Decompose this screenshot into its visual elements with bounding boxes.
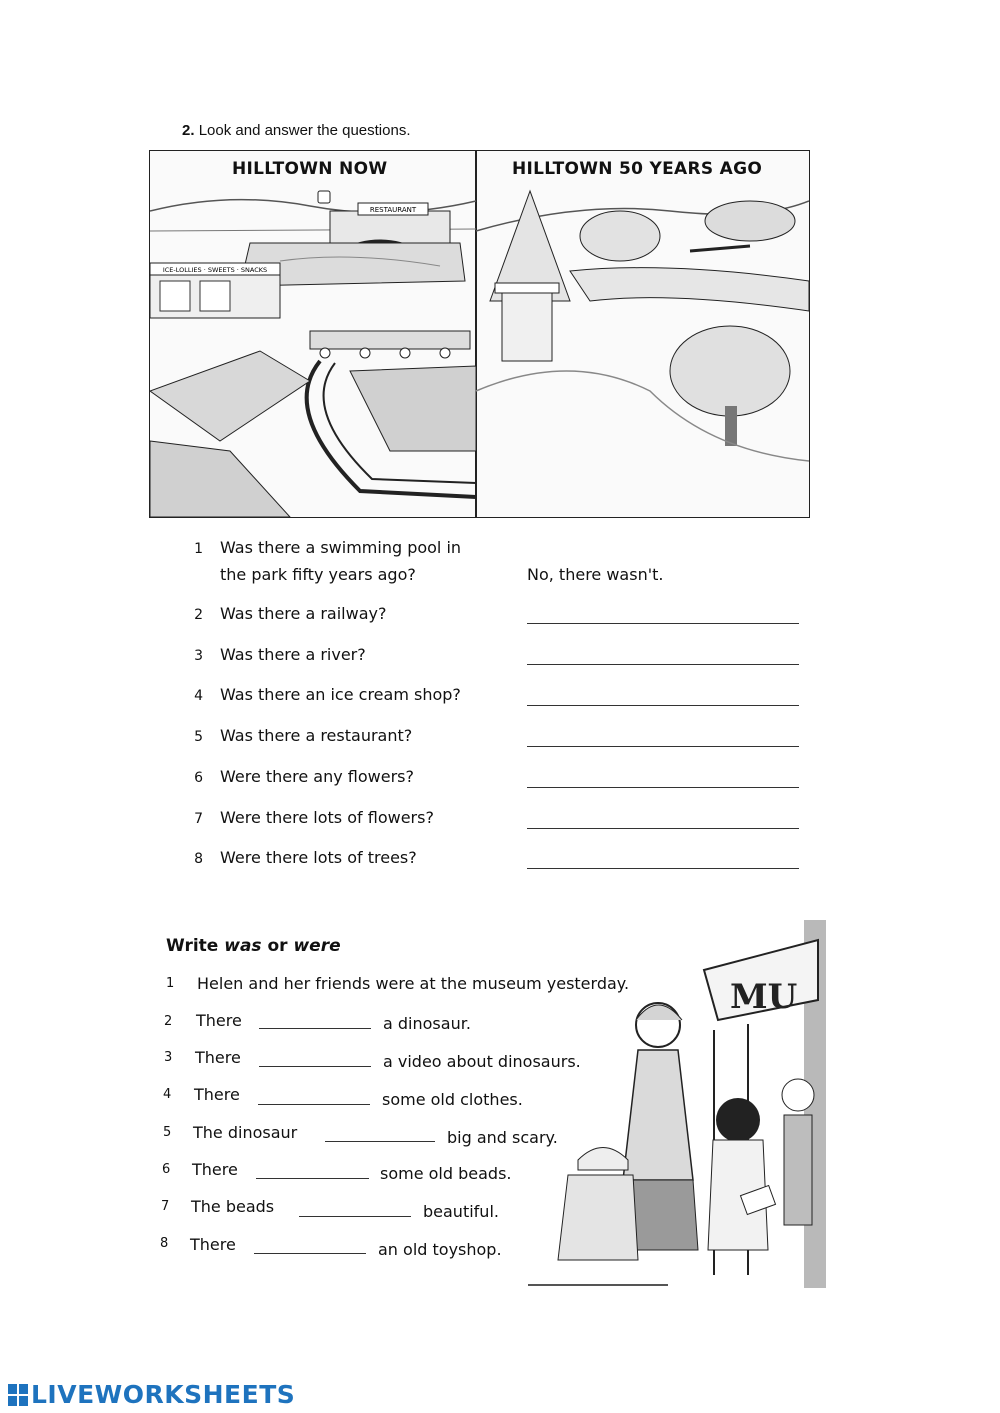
title-were: were (293, 936, 341, 956)
question-3: Was there a river? (220, 645, 366, 664)
item-3-after: a video about dinosaurs. (383, 1052, 581, 1071)
item-4-after: some old clothes. (382, 1090, 523, 1109)
panel-title-past: HILLTOWN 50 YEARS AGO (512, 159, 763, 179)
answer-4-line[interactable] (527, 705, 799, 706)
item-5-after: big and scary. (447, 1128, 558, 1147)
hilltown-picture (149, 150, 810, 518)
question-2: Was there a railway? (220, 604, 387, 623)
item-8-after: an old toyshop. (378, 1240, 502, 1259)
item-6-after: some old beads. (380, 1164, 512, 1183)
item-7-before: The beads (191, 1197, 275, 1216)
item-number-2: 2 (164, 1014, 173, 1029)
question-1-line-1: Was there a swimming pool in (220, 538, 462, 557)
question-number-7: 7 (194, 811, 203, 827)
item-4-before: There (194, 1085, 240, 1104)
item-5-blank[interactable] (325, 1141, 435, 1142)
question-number-4: 4 (194, 688, 203, 704)
question-number-8: 8 (194, 851, 203, 867)
item-number-3: 3 (164, 1050, 173, 1065)
answer-5-line[interactable] (527, 746, 799, 747)
answer-3-line[interactable] (527, 664, 799, 665)
item-number-5: 5 (163, 1125, 172, 1140)
question-6: Were there any flowers? (220, 767, 414, 786)
item-3-blank[interactable] (259, 1066, 371, 1067)
item-2-blank[interactable] (259, 1028, 371, 1029)
answer-1-example: No, there wasn't. (527, 565, 664, 584)
title-was: was (224, 936, 262, 956)
question-1-line-2: the park fifty years ago? (220, 565, 416, 584)
item-number-7: 7 (161, 1199, 170, 1214)
exercise-1-instruction (182, 122, 411, 139)
item-3-before: There (195, 1048, 241, 1067)
item-number-4: 4 (163, 1087, 172, 1102)
title-or: or (261, 936, 294, 956)
question-4: Was there an ice cream shop? (220, 685, 461, 704)
question-number-3: 3 (194, 648, 203, 664)
item-4-blank[interactable] (258, 1104, 370, 1105)
item-8-blank[interactable] (254, 1253, 366, 1254)
instruction-text: Look and answer the questions. (198, 122, 411, 139)
answer-8-line[interactable] (527, 868, 799, 869)
item-7-blank[interactable] (299, 1216, 411, 1217)
question-5: Was there a restaurant? (220, 726, 413, 745)
logo-text: LIVEWORKSHEETS (31, 1380, 296, 1409)
item-number-6: 6 (162, 1162, 171, 1177)
restaurant-sign: RESTAURANT (369, 206, 417, 214)
question-number-5: 5 (194, 729, 203, 745)
question-number-1: 1 (194, 541, 203, 557)
question-number-6: 6 (194, 770, 203, 786)
exercise-number: 2. (182, 122, 195, 139)
liveworksheets-logo[interactable] (8, 1380, 295, 1409)
answer-7-line[interactable] (527, 828, 799, 829)
answer-2-line[interactable] (527, 623, 799, 624)
question-7: Were there lots of flowers? (220, 808, 434, 827)
item-7-after: beautiful. (423, 1202, 499, 1221)
exercise-2-title (166, 936, 341, 956)
item-number-8: 8 (160, 1236, 169, 1251)
item-5-before: The dinosaur (193, 1123, 298, 1142)
answer-6-line[interactable] (527, 787, 799, 788)
hilltown-drawing (150, 151, 809, 517)
museum-sign: MU (730, 977, 798, 1017)
panel-title-now: HILLTOWN NOW (232, 159, 388, 179)
logo-mark-icon (8, 1384, 28, 1406)
snack-shop-sign: ICE-LOLLIES · SWEETS · SNACKS (162, 266, 268, 274)
question-number-2: 2 (194, 607, 203, 623)
item-2-after: a dinosaur. (383, 1014, 471, 1033)
item-8-before: There (190, 1235, 236, 1254)
item-1-text: Helen and her friends were at the museum yesterday. (197, 974, 630, 993)
item-6-before: There (192, 1160, 238, 1179)
item-6-blank[interactable] (256, 1178, 369, 1179)
item-2-before: There (196, 1011, 242, 1030)
title-write: Write (166, 936, 225, 956)
question-8: Were there lots of trees? (220, 848, 417, 867)
item-number-1: 1 (166, 976, 175, 991)
